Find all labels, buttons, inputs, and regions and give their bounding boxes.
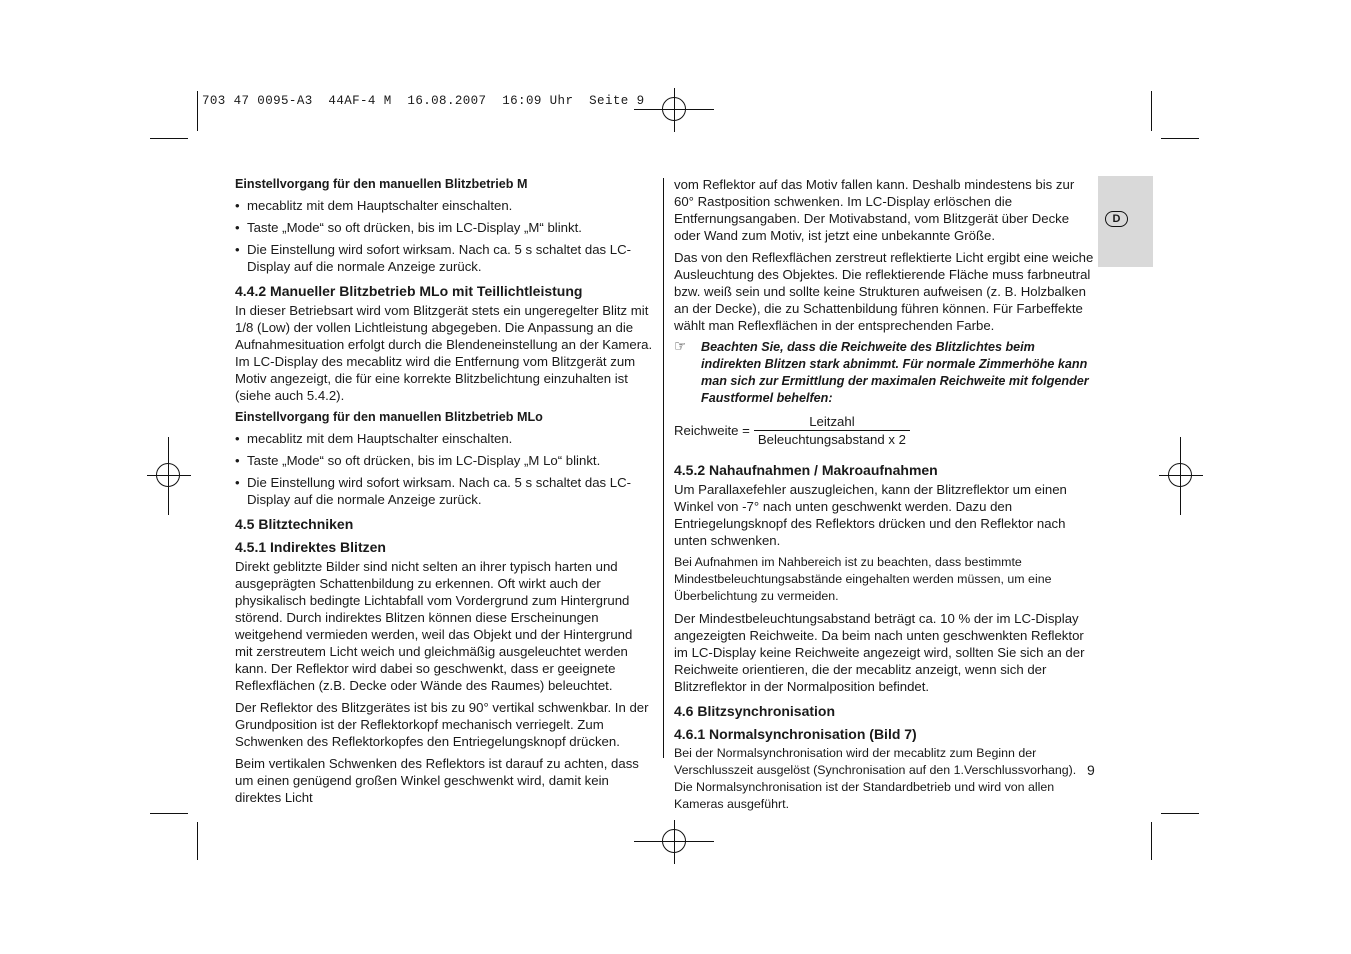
crop-mark <box>1161 138 1199 139</box>
heading-einstellvorgang-m: Einstellvorgang für den manuellen Blitzbetrieb M <box>235 177 528 191</box>
note-text: Beachten Sie, dass die Reichweite des Blitzlichtes beim indirekten Blitzen stark abnimmt. Für normale Zimmerhöhe kann man sich zur Ermittlung der maximalen Reichweite mit folgender Faustformel behelfen: <box>701 340 1089 405</box>
heading-4-5-2: 4.5.2 Nahaufnahmen / Makroaufnahmen <box>674 462 938 478</box>
crop-mark <box>1161 813 1199 814</box>
right-column <box>674 176 1096 818</box>
formula-label: Reichweite = <box>674 423 750 438</box>
paragraph: Das von den Reflexflächen zerstreut reflektierte Licht ergibt eine weiche Ausleuchtung des Objektes. Die reflektierende Fläche muss farbneutral bzw. weiß sein und sollte keine Strukturen aufweisen (z. B. Holzbalken an der Decke), die zu Schattenbildung führen können. Für Farbeffekte wählt man Reflexflächen in der entsprechenden Farbe. <box>674 250 1094 333</box>
paragraph: Um Parallaxefehler auszugleichen, kann der Blitzreflektor um einen Winkel von -7° nach unten geschwenkt werden. Dazu den Entriegelungsknopf des Reflektors drücken und den Reflektor nach unten schwenken. <box>674 482 1067 548</box>
paragraph: Bei Aufnahmen im Nahbereich ist zu beachten, dass bestimmte Mindestbeleuchtungsabstände eingehalten werden müssen, um eine Überbelichtung zu vermeiden. <box>674 555 1052 603</box>
paragraph: Der Reflektor des Blitzgerätes ist bis zu 90° vertikal schwenkbar. In der Grundposition ist der Reflektorkopf mechanisch verriegelt. Zum Schwenken des Reflektorkopfes den Entriegelungsknopf drücken. <box>235 700 649 749</box>
registration-mark-right <box>1159 437 1203 515</box>
list-item: • Die Einstellung wird sofort wirksam. Nach ca. 5 s schaltet das LC-Display auf die normale Anzeige zurück. <box>235 474 653 508</box>
range-formula <box>674 413 1096 448</box>
crop-mark <box>150 138 188 139</box>
registration-mark-top <box>634 88 714 132</box>
paragraph: Beim vertikalen Schwenken des Reflektors ist darauf zu achten, dass um einen genügend großen Winkel geschwenkt wird, damit kein direktes Licht <box>235 756 639 805</box>
crop-mark <box>150 813 188 814</box>
formula-numerator: Leitzahl <box>809 414 855 429</box>
list-item: • Taste „Mode“ so oft drücken, bis im LC-Display „M“ blinkt. <box>235 219 653 236</box>
paragraph: vom Reflektor auf das Motiv fallen kann. Deshalb mindestens bis zur 60° Rastposition schwenken. Im LC-Display erlöschen die Entfernungsangaben. Der Motivabstand, vom Blitzgerät über Decke oder Wand zum Motiv, ist jetzt eine unbekannte Größe. <box>674 177 1075 243</box>
paragraph: Der Mindestbeleuchtungsabstand beträgt ca. 10 % der im LC-Display angezeigten Reichweite. Da beim nach unten geschwenkten Reflektor im LC-Display keine Reichweite angezeigt wird, sollten Sie sich an der Reichweite orientieren, die der mecablitz anzeigt, wenn sich der Blitzreflektor in der Normalposition befindet. <box>674 611 1085 694</box>
left-column <box>235 176 653 811</box>
formula-fraction <box>754 413 910 448</box>
crop-mark <box>197 91 198 131</box>
heading-4-6: 4.6 Blitzsynchronisation <box>674 703 836 719</box>
heading-4-5-1: 4.5.1 Indirektes Blitzen <box>235 539 386 555</box>
crop-mark <box>1151 822 1152 860</box>
crop-mark <box>197 822 198 860</box>
page-number: 9 <box>1087 762 1095 778</box>
paragraph: Direkt geblitzte Bilder sind nicht selten an ihrer typisch harten und ausgeprägten Schattenbildung zu erkennen. Oft wirkt auch der physikalisch bedingte Lichtabfall vom Vordergrund zum Hintergrund störend. Durch indirektes Blitzen können diese Erscheinungen weitgehend vermieden werden, weil das Objekt und der Hintergrund mit zerstreutem Licht weich und gleichmäßig ausgeleuchtet werden kann. Der Reflektor wird dabei so geschwenkt, dass er geeignete Reflexflächen (z.B. Decke oder Wände des Raumes) beleuchtet. <box>235 559 633 693</box>
paragraph: Bei der Normalsynchronisation wird der mecablitz zum Beginn der Verschlusszeit ausgelöst (Synchronisation auf den 1.Verschlussvorhang). Die Normalsynchronisation ist der Standardbetrieb und wird von allen Kameras ausgeführt. <box>674 746 1077 811</box>
note <box>674 339 1096 407</box>
list-item: • Taste „Mode“ so oft drücken, bis im LC-Display „M Lo“ blinkt. <box>235 452 653 469</box>
heading-4-6-1: 4.6.1 Normalsynchronisation (Bild 7) <box>674 726 917 742</box>
heading-4-4-2: 4.4.2 Manueller Blitzbetrieb MLo mit Teillichtleistung <box>235 283 583 299</box>
paragraph: In dieser Betriebsart wird vom Blitzgerät stets ein ungeregelter Blitz mit 1/8 (Low) der vollen Lichtleistung abgegeben. Die Anpassung an die Aufnahmesituation erfolgt durch die Blendeneinstellung an der Kamera. Im LC-Display des mecablitz wird die Entfernung vom Blitzgerät zum Motiv angezeigt, die für eine korrekte Blitzbelichtung einzuhalten ist (siehe auch 5.4.2). <box>235 303 653 403</box>
registration-mark-bottom <box>634 820 714 864</box>
crop-mark <box>1151 91 1152 131</box>
language-tab <box>1098 176 1153 267</box>
list-item: • mecablitz mit dem Hauptschalter einschalten. <box>235 197 653 214</box>
list-item: • mecablitz mit dem Hauptschalter einschalten. <box>235 430 653 447</box>
heading-einstellvorgang-mlo: Einstellvorgang für den manuellen Blitzbetrieb MLo <box>235 410 543 424</box>
column-divider <box>663 178 664 758</box>
print-header: 703 47 0095-A3 44AF-4 M 16.08.2007 16:09 Uhr Seite 9 <box>202 94 645 108</box>
language-tab-label: D <box>1105 211 1128 227</box>
pointing-hand-icon: ☞ <box>674 338 687 355</box>
formula-denominator: Beleuchtungsabstand x 2 <box>754 430 910 448</box>
heading-4-5: 4.5 Blitztechniken <box>235 516 354 532</box>
list-item: • Die Einstellung wird sofort wirksam. Nach ca. 5 s schaltet das LC-Display auf die normale Anzeige zurück. <box>235 241 653 275</box>
registration-mark-left <box>147 437 191 515</box>
